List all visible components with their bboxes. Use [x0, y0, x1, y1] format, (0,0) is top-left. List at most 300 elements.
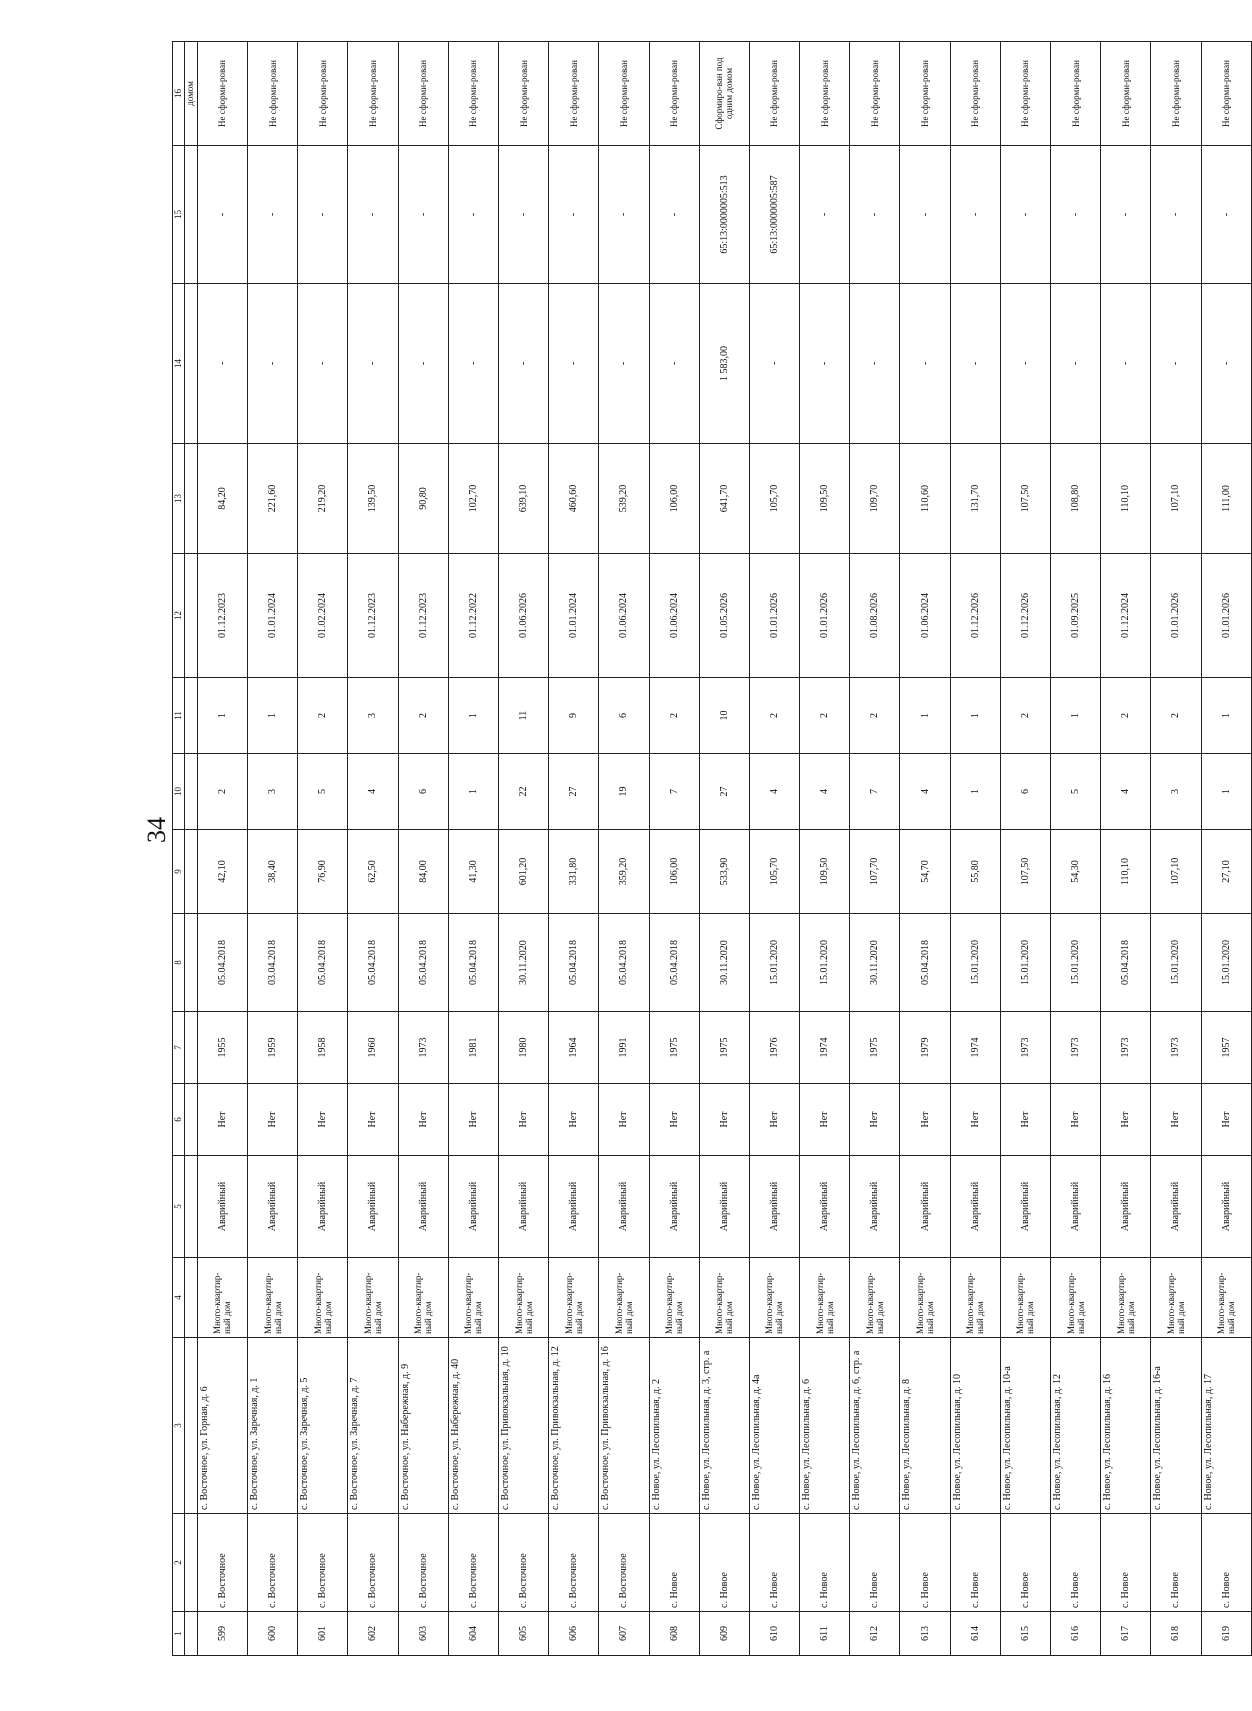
resettlement-deadline-cell: 01.01.2026	[1151, 554, 1201, 678]
heritage-cell: Нет	[549, 1084, 599, 1156]
condition-cell: Аварийный	[1000, 1156, 1050, 1258]
total-area-cell: 106,00	[649, 444, 699, 554]
residents-cell: 5	[1051, 754, 1101, 830]
heritage-cell: Нет	[649, 1084, 699, 1156]
column-number-cell: 1	[173, 1612, 185, 1656]
total-area-cell: 109,70	[850, 444, 900, 554]
row-number-cell: 618	[1151, 1612, 1201, 1656]
resettlement-deadline-cell: 01.06.2024	[900, 554, 950, 678]
row-number-cell: 612	[850, 1612, 900, 1656]
heritage-cell: Нет	[398, 1084, 448, 1156]
land-status-cell: Не сформи-рован	[197, 42, 247, 146]
recognition-date-cell: 15.01.2020	[800, 914, 850, 1012]
recognition-date-cell: 05.04.2018	[448, 914, 498, 1012]
house-type-cell: Много-квартир-ный дом	[900, 1258, 950, 1338]
condition-cell: Аварийный	[398, 1156, 448, 1258]
recognition-date-cell: 15.01.2020	[1000, 914, 1050, 1012]
settlement-cell: с. Восточное	[348, 1514, 398, 1612]
column-number-cell: 6	[173, 1084, 185, 1156]
row-number-cell: 609	[699, 1612, 749, 1656]
area-cell: 55,80	[950, 830, 1000, 914]
year-built-cell: 1960	[348, 1012, 398, 1084]
row-number-cell: 599	[197, 1612, 247, 1656]
cadastral-number-cell: -	[950, 146, 1000, 284]
continuation-cell	[185, 1156, 198, 1258]
address-cell: с. Восточное, ул. Привокзальная, д. 10	[498, 1338, 548, 1514]
land-area-cell: -	[649, 284, 699, 444]
condition-cell: Аварийный	[298, 1156, 348, 1258]
condition-cell: Аварийный	[549, 1156, 599, 1258]
condition-cell: Аварийный	[749, 1156, 799, 1258]
house-type-cell: Много-квартир-ный дом	[1051, 1258, 1101, 1338]
row-number-cell: 614	[950, 1612, 1000, 1656]
apartments-cell: 2	[749, 678, 799, 754]
row-number-cell: 617	[1101, 1612, 1151, 1656]
land-status-cell: Сформиро-ван под одним домом	[699, 42, 749, 146]
total-area-cell: 131,70	[950, 444, 1000, 554]
recognition-date-cell: 05.04.2018	[649, 914, 699, 1012]
total-area-cell: 102,70	[448, 444, 498, 554]
condition-cell: Аварийный	[900, 1156, 950, 1258]
address-cell: с. Восточное, ул. Горная, д. 6	[197, 1338, 247, 1514]
condition-cell: Аварийный	[699, 1156, 749, 1258]
table-row	[298, 42, 348, 1656]
table-row	[248, 42, 298, 1656]
residents-cell: 6	[1000, 754, 1050, 830]
address-cell: с. Восточное, ул. Заречная, д. 5	[298, 1338, 348, 1514]
cadastral-number-cell: -	[1051, 146, 1101, 284]
table-row	[850, 42, 900, 1656]
residents-cell: 4	[348, 754, 398, 830]
house-type-cell: Много-квартир-ный дом	[498, 1258, 548, 1338]
resettlement-deadline-cell: 01.06.2024	[649, 554, 699, 678]
house-type-cell: Много-квартир-ный дом	[850, 1258, 900, 1338]
year-built-cell: 1964	[549, 1012, 599, 1084]
house-type-cell: Много-квартир-ный дом	[649, 1258, 699, 1338]
condition-cell: Аварийный	[800, 1156, 850, 1258]
continuation-cell	[185, 1612, 198, 1656]
residents-cell: 22	[498, 754, 548, 830]
continuation-cell	[185, 678, 198, 754]
table-row	[900, 42, 950, 1656]
address-cell: с. Новое, ул. Лесопильная, д. 3, стр. а	[699, 1338, 749, 1514]
address-cell: с. Новое, ул. Лесопильная, д. 10-а	[1000, 1338, 1050, 1514]
continuation-cell	[185, 146, 198, 284]
area-cell: 76,90	[298, 830, 348, 914]
residents-cell: 4	[800, 754, 850, 830]
table-body	[185, 42, 1252, 1656]
row-number-cell: 619	[1201, 1612, 1251, 1656]
settlement-cell: с. Новое	[1051, 1514, 1101, 1612]
residents-cell: 1	[448, 754, 498, 830]
recognition-date-cell: 03.04.2018	[248, 914, 298, 1012]
total-area-cell: 110,10	[1101, 444, 1151, 554]
area-cell: 331,80	[549, 830, 599, 914]
apartments-cell: 1	[248, 678, 298, 754]
resettlement-deadline-cell: 01.01.2026	[749, 554, 799, 678]
area-cell: 27,10	[1201, 830, 1251, 914]
table-row	[800, 42, 850, 1656]
house-type-cell: Много-квартир-ный дом	[950, 1258, 1000, 1338]
apartments-cell: 2	[800, 678, 850, 754]
row-number-cell: 613	[900, 1612, 950, 1656]
settlement-cell: с. Восточное	[549, 1514, 599, 1612]
total-area-cell: 219,20	[298, 444, 348, 554]
settlement-cell: с. Восточное	[498, 1514, 548, 1612]
resettlement-deadline-cell: 01.01.2026	[800, 554, 850, 678]
house-type-cell: Много-квартир-ный дом	[1151, 1258, 1201, 1338]
cadastral-number-cell: 65:13:0000005:587	[749, 146, 799, 284]
apartments-cell: 2	[1000, 678, 1050, 754]
recognition-date-cell: 30.11.2020	[850, 914, 900, 1012]
residents-cell: 5	[298, 754, 348, 830]
address-cell: с. Новое, ул. Лесопильная, д. 10	[950, 1338, 1000, 1514]
area-cell: 359,20	[599, 830, 649, 914]
row-number-cell: 606	[549, 1612, 599, 1656]
area-cell: 533,90	[699, 830, 749, 914]
address-cell: с. Восточное, ул. Набережная, д. 9	[398, 1338, 448, 1514]
settlement-cell: с. Восточное	[298, 1514, 348, 1612]
total-area-cell: 105,70	[749, 444, 799, 554]
address-cell: с. Новое, ул. Лесопильная, д. 8	[900, 1338, 950, 1514]
column-number-row	[173, 42, 185, 1656]
year-built-cell: 1957	[1201, 1012, 1251, 1084]
land-area-cell: -	[197, 284, 247, 444]
row-number-cell: 615	[1000, 1612, 1050, 1656]
area-cell: 106,00	[649, 830, 699, 914]
year-built-cell: 1973	[1000, 1012, 1050, 1084]
year-built-cell: 1973	[1101, 1012, 1151, 1084]
cadastral-number-cell: -	[1000, 146, 1050, 284]
condition-cell: Аварийный	[1051, 1156, 1101, 1258]
table-row	[749, 42, 799, 1656]
recognition-date-cell: 05.04.2018	[549, 914, 599, 1012]
register-table-container	[172, 42, 1252, 1656]
cadastral-number-cell: -	[850, 146, 900, 284]
apartments-cell: 2	[850, 678, 900, 754]
condition-cell: Аварийный	[1201, 1156, 1251, 1258]
apartments-cell: 3	[348, 678, 398, 754]
address-cell: с. Новое, ул. Лесопильная, д. 12	[1051, 1338, 1101, 1514]
house-type-cell: Много-квартир-ный дом	[1201, 1258, 1251, 1338]
total-area-cell: 539,20	[599, 444, 649, 554]
table-row	[599, 42, 649, 1656]
table-row	[398, 42, 448, 1656]
land-area-cell: -	[498, 284, 548, 444]
address-cell: с. Восточное, ул. Заречная, д. 7	[348, 1338, 398, 1514]
residents-cell: 3	[248, 754, 298, 830]
address-cell: с. Восточное, ул. Заречная, д. 1	[248, 1338, 298, 1514]
land-status-cell: Не сформи-рован	[248, 42, 298, 146]
page-number: 34	[142, 817, 171, 843]
heritage-cell: Нет	[699, 1084, 749, 1156]
cadastral-number-cell: -	[549, 146, 599, 284]
heritage-cell: Нет	[448, 1084, 498, 1156]
settlement-cell: с. Новое	[850, 1514, 900, 1612]
residents-cell: 7	[649, 754, 699, 830]
table-row	[549, 42, 599, 1656]
column-number-cell: 2	[173, 1514, 185, 1612]
continuation-cell	[185, 1258, 198, 1338]
continuation-cell-land-status: домом	[185, 42, 198, 146]
resettlement-deadline-cell: 01.12.2022	[448, 554, 498, 678]
apartments-cell: 1	[900, 678, 950, 754]
year-built-cell: 1981	[448, 1012, 498, 1084]
table-row	[649, 42, 699, 1656]
total-area-cell: 109,50	[800, 444, 850, 554]
residents-cell: 4	[900, 754, 950, 830]
condition-cell: Аварийный	[599, 1156, 649, 1258]
table-row	[699, 42, 749, 1656]
settlement-cell: с. Новое	[800, 1514, 850, 1612]
cadastral-number-cell: -	[800, 146, 850, 284]
column-number-cell: 12	[173, 554, 185, 678]
recognition-date-cell: 15.01.2020	[1151, 914, 1201, 1012]
address-cell: с. Восточное, ул. Привокзальная, д. 12	[549, 1338, 599, 1514]
house-type-cell: Много-квартир-ный дом	[800, 1258, 850, 1338]
residents-cell: 4	[749, 754, 799, 830]
apartments-cell: 10	[699, 678, 749, 754]
resettlement-deadline-cell: 01.12.2023	[197, 554, 247, 678]
residents-cell: 4	[1101, 754, 1151, 830]
resettlement-deadline-cell: 01.12.2026	[1000, 554, 1050, 678]
total-area-cell: 221,60	[248, 444, 298, 554]
land-area-cell: -	[850, 284, 900, 444]
address-cell: с. Новое, ул. Лесопильная, д. 4а	[749, 1338, 799, 1514]
year-built-cell: 1975	[699, 1012, 749, 1084]
land-status-cell: Не сформи-рован	[900, 42, 950, 146]
continuation-cell	[185, 754, 198, 830]
resettlement-deadline-cell: 01.12.2026	[950, 554, 1000, 678]
row-number-cell: 608	[649, 1612, 699, 1656]
total-area-cell: 107,10	[1151, 444, 1201, 554]
cadastral-number-cell: -	[900, 146, 950, 284]
recognition-date-cell: 15.01.2020	[749, 914, 799, 1012]
year-built-cell: 1975	[649, 1012, 699, 1084]
land-status-cell: Не сформи-рован	[950, 42, 1000, 146]
heritage-cell: Нет	[800, 1084, 850, 1156]
resettlement-deadline-cell: 01.09.2025	[1051, 554, 1101, 678]
residents-cell: 19	[599, 754, 649, 830]
continuation-cell	[185, 284, 198, 444]
land-area-cell: -	[1101, 284, 1151, 444]
continuation-cell	[185, 1514, 198, 1612]
column-number-cell: 15	[173, 146, 185, 284]
row-number-cell: 605	[498, 1612, 548, 1656]
area-cell: 54,70	[900, 830, 950, 914]
residents-cell: 3	[1151, 754, 1201, 830]
land-area-cell: -	[800, 284, 850, 444]
area-cell: 109,50	[800, 830, 850, 914]
house-type-cell: Много-квартир-ный дом	[197, 1258, 247, 1338]
total-area-cell: 639,10	[498, 444, 548, 554]
housing-register-table	[172, 41, 1252, 1656]
condition-cell: Аварийный	[448, 1156, 498, 1258]
recognition-date-cell: 05.04.2018	[298, 914, 348, 1012]
address-cell: с. Новое, ул. Лесопильная, д. 16	[1101, 1338, 1151, 1514]
land-area-cell: -	[599, 284, 649, 444]
land-area-cell: -	[749, 284, 799, 444]
continuation-cell	[185, 554, 198, 678]
area-cell: 42,10	[197, 830, 247, 914]
settlement-cell: с. Восточное	[599, 1514, 649, 1612]
total-area-cell: 90,80	[398, 444, 448, 554]
cadastral-number-cell: -	[649, 146, 699, 284]
cadastral-number-cell: -	[448, 146, 498, 284]
column-number-cell: 9	[173, 830, 185, 914]
land-status-cell: Не сформи-рован	[749, 42, 799, 146]
residents-cell: 7	[850, 754, 900, 830]
settlement-cell: с. Новое	[699, 1514, 749, 1612]
settlement-cell: с. Новое	[1151, 1514, 1201, 1612]
year-built-cell: 1955	[197, 1012, 247, 1084]
resettlement-deadline-cell: 01.01.2024	[248, 554, 298, 678]
continuation-cell	[185, 444, 198, 554]
row-number-cell: 610	[749, 1612, 799, 1656]
apartments-cell: 1	[1201, 678, 1251, 754]
resettlement-deadline-cell: 01.12.2023	[348, 554, 398, 678]
heritage-cell: Нет	[950, 1084, 1000, 1156]
condition-cell: Аварийный	[1101, 1156, 1151, 1258]
house-type-cell: Много-квартир-ный дом	[599, 1258, 649, 1338]
residents-cell: 1	[950, 754, 1000, 830]
resettlement-deadline-cell: 01.05.2026	[699, 554, 749, 678]
column-number-cell: 13	[173, 444, 185, 554]
continuation-cell	[185, 830, 198, 914]
land-status-cell: Не сформи-рован	[348, 42, 398, 146]
recognition-date-cell: 15.01.2020	[950, 914, 1000, 1012]
column-number-cell: 5	[173, 1156, 185, 1258]
address-cell: с. Новое, ул. Лесопильная, д. 16-а	[1151, 1338, 1201, 1514]
condition-cell: Аварийный	[649, 1156, 699, 1258]
continuation-cell	[185, 1012, 198, 1084]
area-cell: 62,50	[348, 830, 398, 914]
row-number-cell: 607	[599, 1612, 649, 1656]
apartments-cell: 2	[1101, 678, 1151, 754]
condition-cell: Аварийный	[850, 1156, 900, 1258]
land-area-cell: -	[348, 284, 398, 444]
settlement-cell: с. Новое	[900, 1514, 950, 1612]
recognition-date-cell: 05.04.2018	[900, 914, 950, 1012]
residents-cell: 6	[398, 754, 448, 830]
residents-cell: 2	[197, 754, 247, 830]
year-built-cell: 1959	[248, 1012, 298, 1084]
area-cell: 601,20	[498, 830, 548, 914]
land-area-cell: -	[1000, 284, 1050, 444]
land-area-cell: -	[398, 284, 448, 444]
land-status-cell: Не сформи-рован	[599, 42, 649, 146]
recognition-date-cell: 05.04.2018	[197, 914, 247, 1012]
area-cell: 41,30	[448, 830, 498, 914]
recognition-date-cell: 30.11.2020	[699, 914, 749, 1012]
recognition-date-cell: 05.04.2018	[398, 914, 448, 1012]
house-type-cell: Много-квартир-ный дом	[699, 1258, 749, 1338]
land-status-cell: Не сформи-рован	[549, 42, 599, 146]
cadastral-number-cell: -	[348, 146, 398, 284]
table-row	[1101, 42, 1151, 1656]
row-number-cell: 604	[448, 1612, 498, 1656]
cadastral-number-cell: -	[197, 146, 247, 284]
address-cell: с. Новое, ул. Лесопильная, д. 6, стр. а	[850, 1338, 900, 1514]
continuation-cell	[185, 914, 198, 1012]
condition-cell: Аварийный	[197, 1156, 247, 1258]
cadastral-number-cell: 65:13:0000005:513	[699, 146, 749, 284]
continuation-cell	[185, 1084, 198, 1156]
recognition-date-cell: 15.01.2020	[1201, 914, 1251, 1012]
area-cell: 84,00	[398, 830, 448, 914]
resettlement-deadline-cell: 01.12.2023	[398, 554, 448, 678]
area-cell: 54,30	[1051, 830, 1101, 914]
cadastral-number-cell: -	[298, 146, 348, 284]
year-built-cell: 1973	[398, 1012, 448, 1084]
land-area-cell: -	[1151, 284, 1201, 444]
cadastral-number-cell: -	[398, 146, 448, 284]
continuation-row	[185, 42, 198, 1656]
heritage-cell: Нет	[900, 1084, 950, 1156]
house-type-cell: Много-квартир-ный дом	[448, 1258, 498, 1338]
row-number-cell: 603	[398, 1612, 448, 1656]
row-number-cell: 611	[800, 1612, 850, 1656]
condition-cell: Аварийный	[348, 1156, 398, 1258]
land-area-cell: -	[448, 284, 498, 444]
table-header	[173, 42, 185, 1656]
column-number-cell: 10	[173, 754, 185, 830]
year-built-cell: 1976	[749, 1012, 799, 1084]
area-cell: 105,70	[749, 830, 799, 914]
settlement-cell: с. Новое	[649, 1514, 699, 1612]
total-area-cell: 139,50	[348, 444, 398, 554]
resettlement-deadline-cell: 01.12.2024	[1101, 554, 1151, 678]
land-status-cell: Не сформи-рован	[1201, 42, 1251, 146]
house-type-cell: Много-квартир-ный дом	[348, 1258, 398, 1338]
table-row	[1201, 42, 1251, 1656]
land-status-cell: Не сформи-рован	[1051, 42, 1101, 146]
cadastral-number-cell: -	[1151, 146, 1201, 284]
year-built-cell: 1974	[950, 1012, 1000, 1084]
recognition-date-cell: 30.11.2020	[498, 914, 548, 1012]
resettlement-deadline-cell: 01.06.2024	[599, 554, 649, 678]
land-area-cell: -	[900, 284, 950, 444]
cadastral-number-cell: -	[1201, 146, 1251, 284]
land-status-cell: Не сформи-рован	[800, 42, 850, 146]
heritage-cell: Нет	[1151, 1084, 1201, 1156]
settlement-cell: с. Новое	[1101, 1514, 1151, 1612]
apartments-cell: 1	[950, 678, 1000, 754]
cadastral-number-cell: -	[1101, 146, 1151, 284]
apartments-cell: 2	[298, 678, 348, 754]
land-status-cell: Не сформи-рован	[298, 42, 348, 146]
heritage-cell: Нет	[298, 1084, 348, 1156]
apartments-cell: 1	[1051, 678, 1101, 754]
house-type-cell: Много-квартир-ный дом	[298, 1258, 348, 1338]
table-row	[348, 42, 398, 1656]
total-area-cell: 460,60	[549, 444, 599, 554]
heritage-cell: Нет	[197, 1084, 247, 1156]
heritage-cell: Нет	[749, 1084, 799, 1156]
row-number-cell: 600	[248, 1612, 298, 1656]
column-number-cell: 16	[173, 42, 185, 146]
heritage-cell: Нет	[1101, 1084, 1151, 1156]
area-cell: 38,40	[248, 830, 298, 914]
apartments-cell: 6	[599, 678, 649, 754]
table-row	[1151, 42, 1201, 1656]
condition-cell: Аварийный	[1151, 1156, 1201, 1258]
cadastral-number-cell: -	[498, 146, 548, 284]
total-area-cell: 110,60	[900, 444, 950, 554]
land-area-cell: -	[1201, 284, 1251, 444]
settlement-cell: с. Новое	[749, 1514, 799, 1612]
heritage-cell: Нет	[1051, 1084, 1101, 1156]
